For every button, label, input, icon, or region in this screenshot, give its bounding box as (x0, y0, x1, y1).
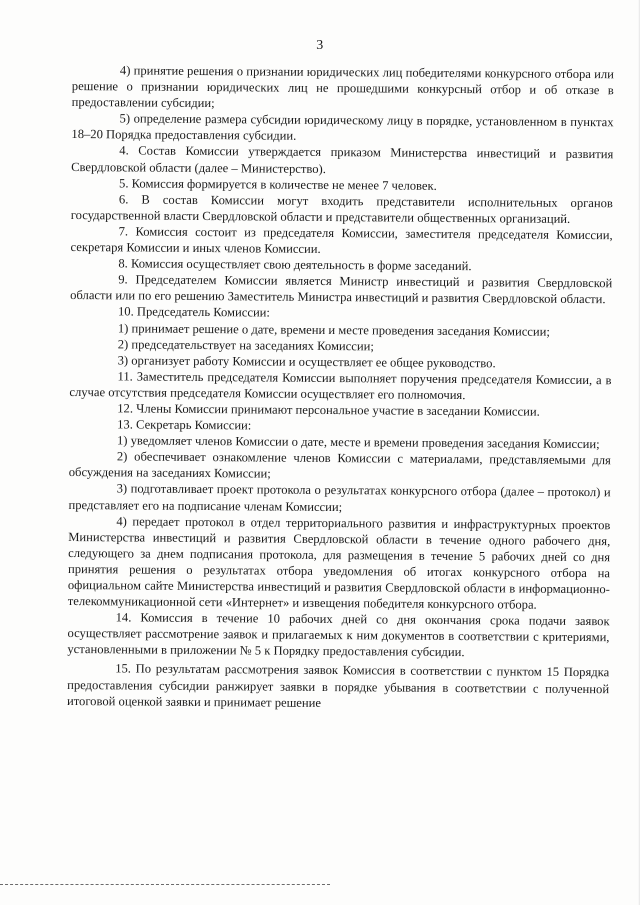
paragraph-13-secretary: 13. Секретарь Комиссии: (117, 417, 252, 433)
paragraph-13-item-4: 4) передает протокол в отдел территориального развития и инфраструктурных проектов Министерства инвестиций и развития Свердловской области в течение одного рабочего дня, следующего за днем подписания протокола, для размещения в течение 5 рабочих дней со дня принятия решения о результатах отбора уведомления об итогах конкурсного отбора на официальном сайте Министерства инвестиций и развития Свердловской области в информационно-телекоммуникационной сети «Интернет» и извещения победителя конкурсного отбора. (67, 513, 611, 612)
paragraph-13-item-2: 2) обеспечивает ознакомление членов Комиссии с материалами, представляемыми для обсуждения на заседаниях Комиссии; (68, 449, 611, 481)
paragraph-item-5-subsidy-size: 5) определение размера субсидии юридическому лицу в порядке, установленном в пунктах 18–20 Порядка предоставления субсидии. (71, 111, 614, 144)
paragraph-6-commission-members: 6. В состав Комиссии могут входить представители исполнительных органов государственной власти Свердловской области и представители общественных организаций. (70, 192, 613, 226)
paragraph-7-commission-structure: 7. Комиссия состоит из председателя Комиссии, заместителя председателя Комиссии, секретаря Комиссии и иных членов Комиссии. (70, 224, 613, 256)
paragraph-item-4-decision: 4) принятие решения о признании юридических лиц победителями конкурсного отбора или решение о признании юридических лиц не прошедшими конкурсный отбор и об отказе в предоставлении субсидии; (71, 63, 614, 111)
paragraph-10-item-2: 2) председательствует на заседаниях Комиссии; (117, 336, 374, 353)
footer-dashed-rule (0, 884, 330, 885)
paragraph-13-item-1: 1) уведомляет членов Комиссии о дате, месте и времени проведения заседания Комиссии; (116, 433, 600, 452)
paragraph-5-commission-size: 5. Комиссия формируется в количестве не менее 7 человек. (118, 176, 437, 193)
paragraph-4-commission-composition: 4. Состав Комиссии утверждается приказом Министерства инвестиций и развития Свердловской области (далее – Министерство). (71, 143, 614, 176)
document-body (67, 62, 614, 713)
paragraph-13-item-3: 3) подготавливает проект протокола о результатах конкурсного отбора (далее – протокол) и представляет его на подписание членам Комиссии; (68, 481, 611, 514)
paragraph-11-deputy: 11. Заместитель председателя Комиссии выполняет поручения председателя Комиссии, а в случае отсутствия председателя Комиссии осуществляет его полномочия. (69, 369, 612, 402)
paragraph-12-members: 12. Члены Комиссии принимают персональное участие в заседании Комиссии. (117, 401, 540, 419)
paragraph-8-meetings: 8. Комиссия осуществляет свою деятельность в форме заседаний. (118, 256, 472, 274)
paragraph-14-review: 14. Комиссия в течение 10 рабочих дней со дня окончания срока подачи заявок осуществляет рассмотрение заявок и прилагаемых к ним документов в соответствии с критериями, установленными в приложении № 5 к Порядку предоставления субсидии. (67, 610, 610, 660)
paragraph-10-item-1: 1) принимает решение о дате, времени и месте проведения заседания Комиссии; (117, 320, 550, 339)
paragraph-10-item-3: 3) организует работу Комиссии и осуществляет ее общее руководство. (117, 353, 496, 371)
paragraph-10-chairman-duties: 10. Председатель Комиссии: (117, 304, 271, 320)
paragraph-15-ranking: 15. По результатам рассмотрения заявок Комиссия в соответствии с пунктом 15 Порядка предоставления субсидии ранжирует заявки в порядке убывания в соответствии с полученной итоговой оценкой заявки и принимает решение (66, 661, 610, 710)
page-number: 3 (316, 38, 324, 53)
paragraph-9-chairman: 9. Председателем Комиссии является Министр инвестиций и развития Свердловской области или по его решению Заместитель Министра инвестиций и развития Свердловской области. (70, 272, 613, 307)
